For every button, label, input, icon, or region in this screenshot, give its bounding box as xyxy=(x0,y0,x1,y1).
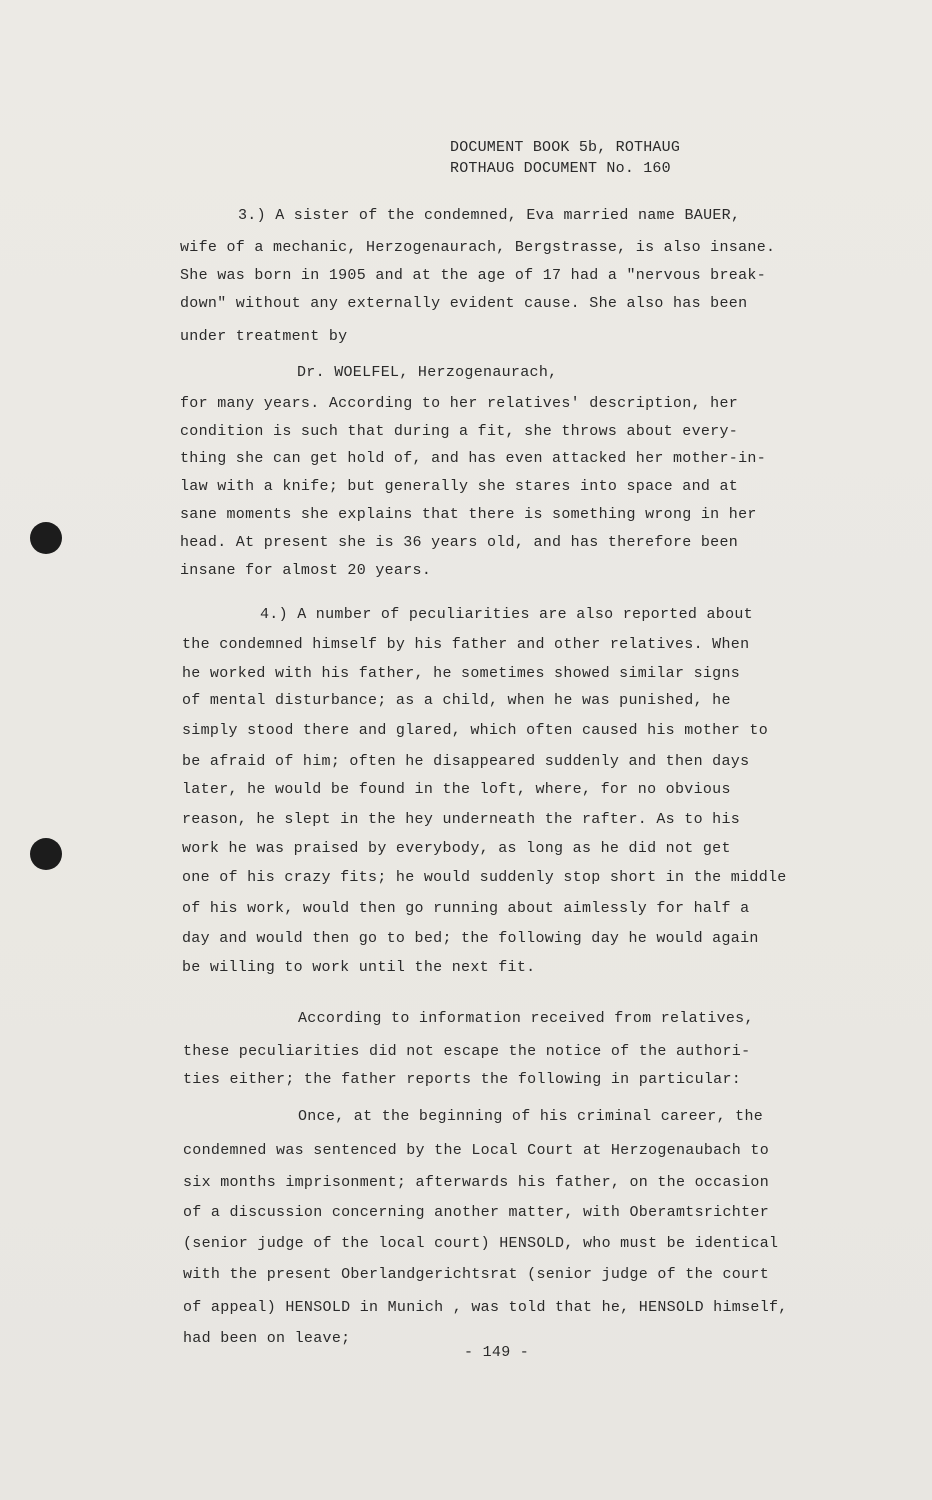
header-line-2: ROTHAUG DOCUMENT No. 160 xyxy=(450,160,671,177)
text-line: had been on leave; xyxy=(183,1330,351,1347)
text-line: law with a knife; but generally she stares into space and at xyxy=(180,478,739,495)
text-line: under treatment by xyxy=(180,328,348,345)
text-line: insane for almost 20 years. xyxy=(180,562,432,579)
text-line: 3.) A sister of the condemned, Eva married name BAUER, xyxy=(238,207,741,224)
text-line: thing she can get hold of, and has even attacked her mother-in- xyxy=(180,450,766,467)
text-line: of a discussion concerning another matter, with Oberamtsrichter xyxy=(183,1204,769,1221)
text-line: of appeal) HENSOLD in Munich , was told that he, HENSOLD himself, xyxy=(183,1299,788,1316)
text-line: reason, he slept in the hey underneath the rafter. As to his xyxy=(182,811,741,828)
text-line: these peculiarities did not escape the notice of the authori- xyxy=(183,1043,751,1060)
text-line: condition is such that during a fit, she throws about every- xyxy=(180,423,739,440)
text-line: later, he would be found in the loft, where, for no obvious xyxy=(182,781,731,798)
text-line: condemned was sentenced by the Local Court at Herzogenaubach to xyxy=(183,1142,769,1159)
text-line: day and would then go to bed; the following day he would again xyxy=(182,930,759,947)
header-line-1: DOCUMENT BOOK 5b, ROTHAUG xyxy=(450,139,681,156)
text-line: for many years. According to her relatives' description, her xyxy=(180,395,739,412)
doctor-line: Dr. WOELFEL, Herzogenaurach, xyxy=(297,364,558,381)
text-line: he worked with his father, he sometimes showed similar signs xyxy=(182,665,741,682)
text-line: of his work, would then go running about aimlessly for half a xyxy=(182,900,750,917)
text-line: wife of a mechanic, Herzogenaurach, Bergstrasse, is also insane. xyxy=(180,239,776,256)
text-line: work he was praised by everybody, as long as he did not get xyxy=(182,840,731,857)
text-line: be afraid of him; often he disappeared suddenly and then days xyxy=(182,753,750,770)
text-line: head. At present she is 36 years old, and has therefore been xyxy=(180,534,739,551)
text-line: According to information received from relatives, xyxy=(298,1010,754,1027)
text-line: ties either; the father reports the following in particular: xyxy=(183,1071,742,1088)
punch-hole-upper xyxy=(30,522,62,554)
text-line: She was born in 1905 and at the age of 17 had a "nervous break- xyxy=(180,267,766,284)
text-line: the condemned himself by his father and other relatives. When xyxy=(182,636,750,653)
text-line: with the present Oberlandgerichtsrat (senior judge of the court xyxy=(183,1266,769,1283)
text-line: six months imprisonment; afterwards his father, on the occasion xyxy=(183,1174,769,1191)
text-line: 4.) A number of peculiarities are also reported about xyxy=(260,606,753,623)
text-line: simply stood there and glared, which often caused his mother to xyxy=(182,722,768,739)
text-line: of mental disturbance; as a child, when he was punished, he xyxy=(182,692,731,709)
text-line: Once, at the beginning of his criminal career, the xyxy=(298,1108,764,1125)
page-number: - 149 - xyxy=(464,1344,530,1361)
text-line: down" without any externally evident cause. She also has been xyxy=(180,295,748,312)
text-line: (senior judge of the local court) HENSOLD, who must be identical xyxy=(183,1235,779,1252)
text-line: sane moments she explains that there is something wrong in her xyxy=(180,506,757,523)
punch-hole-lower xyxy=(30,838,62,870)
text-line: be willing to work until the next fit. xyxy=(182,959,536,976)
text-line: one of his crazy fits; he would suddenly stop short in the middle xyxy=(182,869,787,886)
